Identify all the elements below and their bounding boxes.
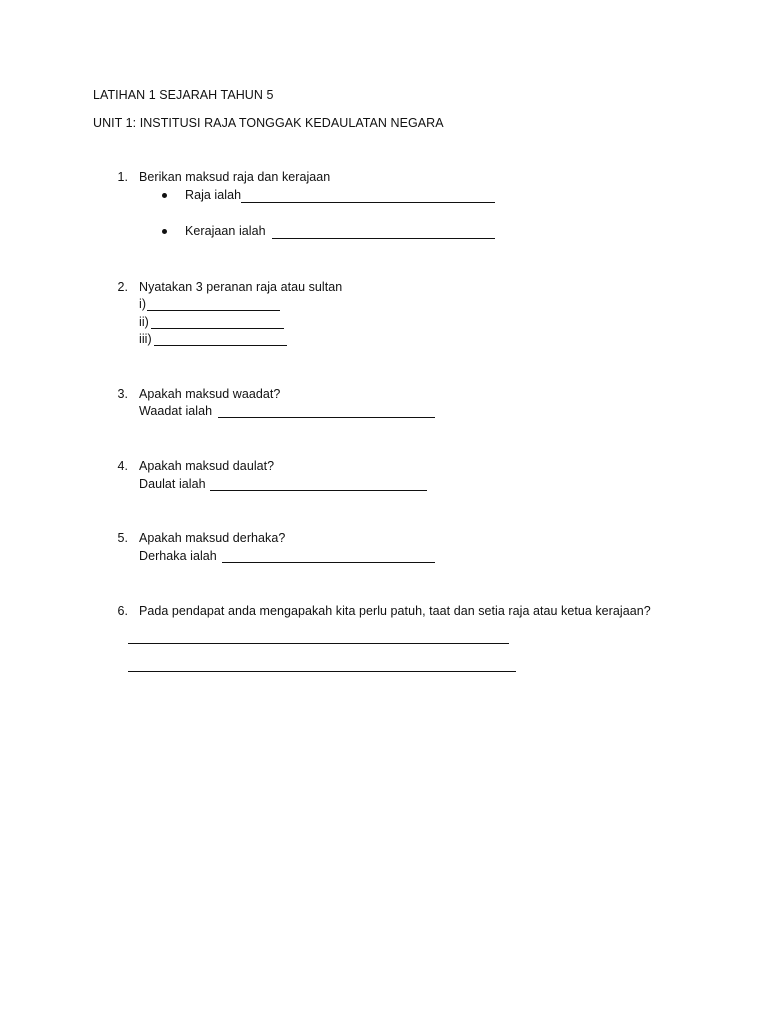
unit-title: UNIT 1: INSTITUSI RAJA TONGGAK KEDAULATAN NEGARA xyxy=(93,116,444,130)
question-4-answer-blank[interactable] xyxy=(210,490,427,491)
question-2-item-3-blank[interactable] xyxy=(154,345,287,346)
question-2-text: Nyatakan 3 peranan raja atau sultan xyxy=(139,280,343,294)
question-5-answer-label: Derhaka ialah xyxy=(139,549,217,563)
question-5-number: 5. xyxy=(117,531,128,545)
question-2-item-2-blank[interactable] xyxy=(151,328,284,329)
question-1-number: 1. xyxy=(117,170,128,184)
question-5-answer-blank[interactable] xyxy=(222,562,435,563)
question-5-text: Apakah maksud derhaka? xyxy=(139,531,286,545)
question-3-text: Apakah maksud waadat? xyxy=(139,387,281,401)
question-1-item-1-blank[interactable] xyxy=(241,202,495,203)
question-2-number: 2. xyxy=(117,280,128,294)
question-6-text: Pada pendapat anda mengapakah kita perlu patuh, taat dan setia raja atau ketua kerajaan? xyxy=(139,604,651,618)
question-1-text: Berikan maksud raja dan kerajaan xyxy=(139,170,331,184)
question-2-item-2-label: ii) xyxy=(139,315,149,329)
question-2-item-1-blank[interactable] xyxy=(147,310,280,311)
question-4-number: 4. xyxy=(117,459,128,473)
question-1-item-2-blank[interactable] xyxy=(272,238,495,239)
bullet-icon xyxy=(162,193,167,198)
question-3-answer-label: Waadat ialah xyxy=(139,404,213,418)
question-6-answer-blank-2[interactable] xyxy=(128,671,516,672)
bullet-icon xyxy=(162,229,167,234)
question-6-answer-blank-1[interactable] xyxy=(128,643,509,644)
worksheet-title: LATIHAN 1 SEJARAH TAHUN 5 xyxy=(93,88,274,102)
question-4-answer-label: Daulat ialah xyxy=(139,477,206,491)
question-2-item-3-label: iii) xyxy=(139,332,152,346)
question-2-item-1-label: i) xyxy=(139,297,147,311)
question-3-number: 3. xyxy=(117,387,128,401)
question-1-item-1-label: Raja ialah xyxy=(185,188,242,202)
question-6-number: 6. xyxy=(117,604,128,618)
question-4-text: Apakah maksud daulat? xyxy=(139,459,275,473)
question-1-item-2-label: Kerajaan ialah xyxy=(185,224,266,238)
question-3-answer-blank[interactable] xyxy=(218,417,435,418)
